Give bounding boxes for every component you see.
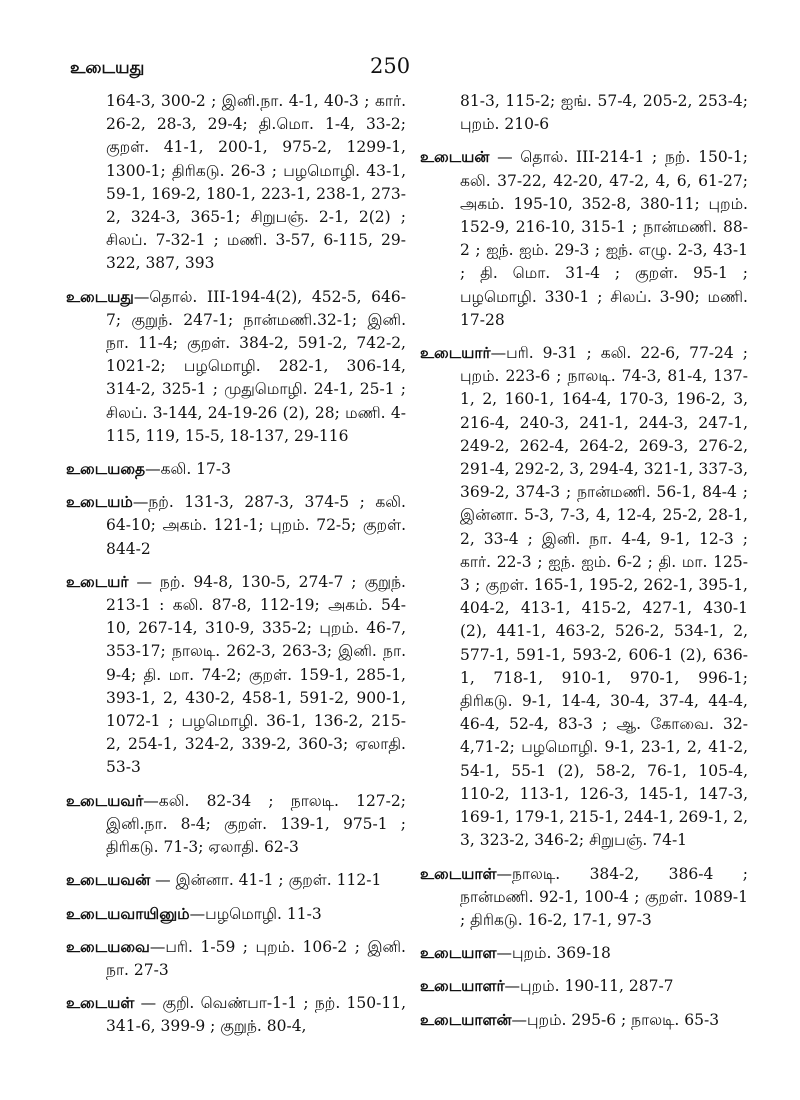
entry-references: 81-3, 115-2; ஐங். 57-4, 205-2, 253-4; புறம். 210-6 — [460, 92, 748, 134]
entry-headword: உடையள் — [66, 994, 135, 1013]
index-entry — [420, 975, 748, 998]
entry-headword: உடையார் — [420, 344, 491, 363]
index-entry — [420, 863, 748, 933]
entry-headword: உடையவர் — [66, 791, 144, 810]
entry-headword: உடையவன் — [66, 871, 151, 890]
running-head: உடையது — [70, 58, 145, 78]
entry-references: —கலி. 82-34 ; நாலடி. 127-2; இனி.நா. 8-4; குறள். 139-1, 975-1 ; திரிகடு. 71-3; ஏலாதி. 62-3 — [106, 791, 406, 857]
entry-references: — நற். 94-8, 130-5, 274-7 ; குறுந். 213-1 : கலி. 87-8, 112-19; அகம். 54-10, 267-14, 310-9, 335-2; புறம். 46-7, 353-17; நாலடி. 262-3, 263-3; இனி. நா. 9-4; தி. மா. 74-2; குறள். 159-1, 285-1, 393-1, 2, 430-2, 458-1, 591-2, 900-1, 1072-1 ; பழமொழி. 36-1, 136-2, 215-2, 254-1, 324-2, 339-2, 360-3; ஏலாதி. 53-3 — [106, 572, 406, 777]
entry-headword: உடையாள — [420, 944, 497, 963]
index-entry — [66, 90, 406, 276]
index-entry — [66, 491, 406, 561]
entry-references: — தொல். III-214-1 ; நற். 150-1; கலி. 37-22, 42-20, 47-2, 4, 6, 61-27; அகம். 195-10, 352-8, 380-11; புறம். 152-9, 216-10, 315-1 ; நான்மணி. 88-2 ; ஐந். ஐம். 29-3 ; ஐந். எழு. 2-3, 43-1 ; தி. மொ. 31-4 ; குறள். 95-1 ; பழமொழி. 330-1 ; சிலப். 3-90; மணி. 17-28 — [460, 148, 748, 329]
entry-references: 164-3, 300-2 ; இனி.நா. 4-1, 40-3 ; கார். 26-2, 28-3, 29-4; தி.மொ. 1-4, 33-2; குறள். 41-1, 200-1, 975-2, 1299-1, 1300-1; திரிகடு. 26-3 ; பழமொழி. 43-1, 59-1, 169-2, 180-1, 223-1, 238-1, 273-2, 324-3, 365-1; சிறுபஞ். 2-1, 2(2) ; சிலப். 7-32-1 ; மணி. 3-57, 6-115, 29-322, 387, 393 — [106, 92, 406, 273]
index-entry — [66, 571, 406, 780]
index-entry — [66, 992, 406, 1038]
entry-headword: உடையர் — [66, 572, 129, 591]
entry-references: —புறம். 190-11, 287-7 — [504, 977, 674, 996]
index-entry — [66, 458, 406, 481]
entry-references: —பரி. 1-59 ; புறம். 106-2 ; இனி. நா. 27-3 — [106, 937, 406, 979]
entry-headword: உடையவை — [66, 937, 150, 956]
entry-references: —நற். 131-3, 287-3, 374-5 ; கலி. 64-10; அகம். 121-1; புறம். 72-5; குறள். 844-2 — [106, 493, 406, 558]
entry-references: —பரி. 9-31 ; கலி. 22-6, 77-24 ; புறம். 223-6 ; நாலடி. 74-3, 81-4, 137-1, 2, 160-1, 164-4, 170-3, 196-2, 3, 216-4, 240-3, 241-1, 244-3, 247-1, 249-2, 262-4, 264-2, 269-3, 276-2, 291-4, 292-2, 3, 294-4, 321-1, 337-3, 369-2, 374-3 ; நான்மணி. 56-1, 84-4 ; இன்னா. 5-3, 7-3, 4, 12-4, 25-2, 28-1, 2, 33-4 ; இனி. நா. 4-4, 9-1, 12-3 ; கார். 22-3 ; ஐந். ஐம். 6-2 ; தி. மா. 125-3 ; குறள். 165-1, 195-2, 262-1, 395-1, 404-2, 413-1, 415-2, 427-1, 430-1 (2), 441-1, 463-2, 526-2, 534-1, 2, 577-1, 591-1, 593-2, 606-1 (2), 636-1, 718-1, 910-1, 970-1, 996-1; திரிகடு. 9-1, 14-4, 30-4, 37-4, 44-4, 46-4, 52-4, 83-3 ; ஆ. கோவை. 32-4,71-2; பழமொழி. 9-1, 23-1, 2, 41-2, 54-1, 55-1 (2), 58-2, 76-1, 105-4, 110-2, 113-1, 126-3, 145-1, 147-3, 169-1, 179-1, 215-1, 244-1, 269-1, 2, 3, 323-2, 346-2; சிறுபஞ். 74-1 — [460, 344, 748, 850]
index-entry — [420, 342, 748, 852]
entry-references: — குறி. வெண்பா-1-1 ; நற். 150-11, 341-6, 399-9 ; குறுந். 80-4, — [106, 994, 406, 1036]
index-entry — [66, 903, 406, 926]
entry-references: —புறம். 369-18 — [496, 944, 611, 963]
index-entry — [66, 936, 406, 982]
page-number: 250 — [370, 54, 411, 78]
entry-headword: உடையதை — [66, 460, 146, 479]
left-column — [66, 90, 406, 1049]
index-entry — [420, 942, 748, 965]
index-entry — [420, 1009, 748, 1032]
entry-headword: உடையம் — [66, 493, 133, 512]
entry-references: —புறம். 295-6 ; நாலடி. 65-3 — [511, 1010, 720, 1029]
entry-headword: உடையது — [66, 287, 134, 306]
index-entry — [66, 286, 406, 448]
entry-references: — இன்னா. 41-1 ; குறள். 112-1 — [150, 871, 382, 890]
entry-headword: உடையன் — [420, 148, 490, 167]
index-entry — [66, 790, 406, 860]
entry-references: —நாலடி. 384-2, 386-4 ; நான்மணி. 92-1, 100-4 ; குறள். 1089-1 ; திரிகடு. 16-2, 17-1, 97-3 — [460, 864, 748, 929]
index-entry — [420, 146, 748, 332]
right-column — [420, 90, 748, 1042]
entry-headword: உடையவாயினும் — [66, 904, 190, 923]
entry-references: —பழமொழி. 11-3 — [189, 904, 322, 923]
entry-references: —தொல். III-194-4(2), 452-5, 646-7; குறுந். 247-1; நான்மணி.32-1; இனி. நா. 11-4; குறள். 384-2, 591-2, 742-2, 1021-2; பழமொழி. 282-1, 306-14, 314-2, 325-1 ; முதுமொழி. 24-1, 25-1 ; சிலப். 3-144, 24-19-26 (2), 28; மணி. 4-115, 119, 15-5, 18-137, 29-116 — [106, 287, 406, 445]
entry-headword: உடையாள் — [420, 864, 497, 883]
entry-headword: உடையாளர் — [420, 977, 505, 996]
index-entry — [420, 90, 748, 136]
entry-references: —கலி. 17-3 — [145, 460, 232, 479]
entry-headword: உடையாளன் — [420, 1010, 512, 1029]
index-entry — [66, 869, 406, 892]
